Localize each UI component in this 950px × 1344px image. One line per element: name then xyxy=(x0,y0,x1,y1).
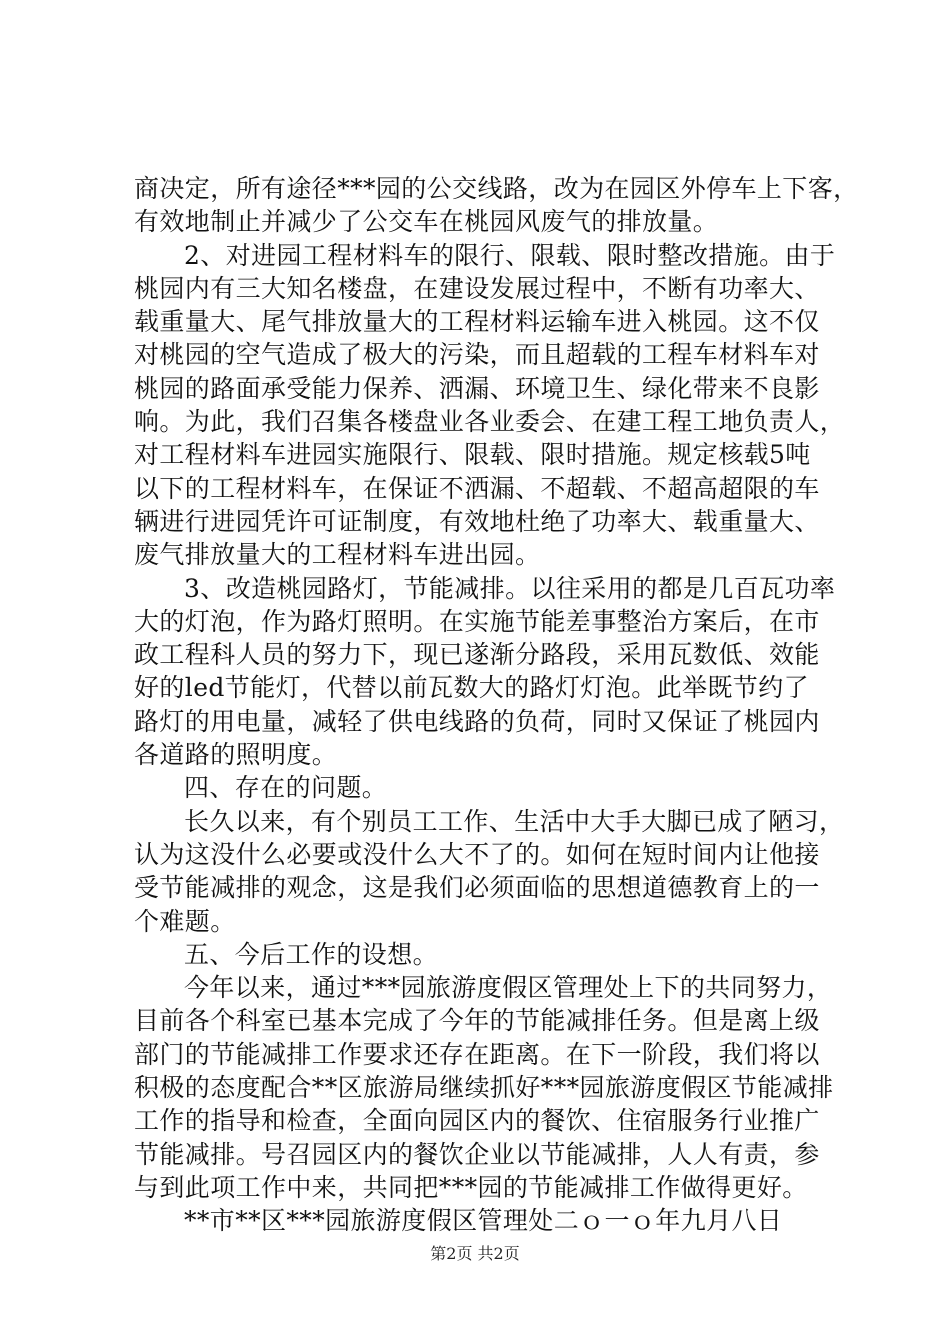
text-line: 部门的节能减排工作要求还存在距离。在下一阶段，我们将以 xyxy=(134,1039,820,1069)
text-line: 认为这没什么必要或没什么大不了的。如何在短时间内让他接 xyxy=(134,839,820,869)
text-line: 今年以来，通过***园旅游度假区管理处上下的共同努力， xyxy=(184,973,833,1003)
text-line: 桃园的路面承受能力保养、洒漏、环境卫生、绿化带来不良影 xyxy=(134,373,820,403)
text-line: 政工程科人员的努力下，现已遂渐分路段，采用瓦数低、效能 xyxy=(134,640,820,670)
text-line: 个难题。 xyxy=(134,906,236,936)
text-line: 目前各个科室已基本完成了今年的节能减排任务。但是离上级 xyxy=(134,1006,820,1036)
text-line: 商决定，所有途径***园的公交线路，改为在园区外停车上下客， xyxy=(134,174,859,203)
text-line: 大的灯泡，作为路灯照明。在实施节能差事整治方案后，在市 xyxy=(134,606,820,636)
text-line: 2、对进园工程材料车的限行、限载、限时整改措施。由于 xyxy=(184,240,836,270)
text-line: 对工程材料车进园实施限行、限载、限时措施。规定核载5吨 xyxy=(134,440,811,470)
text-line: 辆进行进园凭许可证制度，有效地杜绝了功率大、载重量大、 xyxy=(134,506,820,536)
text-line: 四、存在的问题。 xyxy=(184,773,388,803)
text-line: 好的led节能灯，代替以前瓦数大的路灯灯泡。此举既节约了 xyxy=(134,673,809,703)
text-line: 受节能减排的观念，这是我们必须面临的思想道德教育上的一 xyxy=(134,873,820,903)
text-line: 3、改造桃园路灯，节能减排。以往采用的都是几百瓦功率 xyxy=(184,573,836,603)
text-line: 节能减排。号召园区内的餐饮企业以节能减排，人人有责，参 xyxy=(134,1139,820,1169)
text-line: 废气排放量大的工程材料车进出园。 xyxy=(134,540,541,570)
text-line: 路灯的用电量，减轻了供电线路的负荷，同时又保证了桃园内 xyxy=(134,706,820,736)
document-body xyxy=(134,172,859,1238)
page-footer: 第2页 共2页 xyxy=(430,1244,520,1263)
text-line: 积极的态度配合**区旅游局继续抓好***园旅游度假区节能减排 xyxy=(134,1073,834,1103)
text-line: 与到此项工作中来，共同把***园的节能减排工作做得更好。 xyxy=(134,1172,808,1202)
text-line: 载重量大、尾气排放量大的工程材料运输车进入桃园。这不仅 xyxy=(134,307,820,337)
text-line: 以下的工程材料车，在保证不洒漏、不超载、不超高超限的车 xyxy=(134,473,820,503)
text-line: 各道路的照明度。 xyxy=(134,740,338,770)
text-line: 工作的指导和检查，全面向园区内的餐饮、住宿服务行业推广 xyxy=(134,1106,820,1136)
text-line: **市**区***园旅游度假区管理处二ｏ一ｏ年九月八日 xyxy=(184,1206,783,1236)
text-line: 长久以来，有个别员工工作、生活中大手大脚已成了陋习， xyxy=(184,806,845,836)
text-line: 响。为此，我们召集各楼盘业各业委会、在建工程工地负责人， xyxy=(134,407,846,437)
text-line: 桃园内有三大知名楼盘，在建设发展过程中，不断有功率大、 xyxy=(134,273,820,303)
text-line: 对桃园的空气造成了极大的污染，而且超载的工程车材料车对 xyxy=(134,340,820,370)
text-line: 五、今后工作的设想。 xyxy=(184,939,439,969)
text-line: 有效地制止并减少了公交车在桃园风废气的排放量。 xyxy=(134,207,719,237)
